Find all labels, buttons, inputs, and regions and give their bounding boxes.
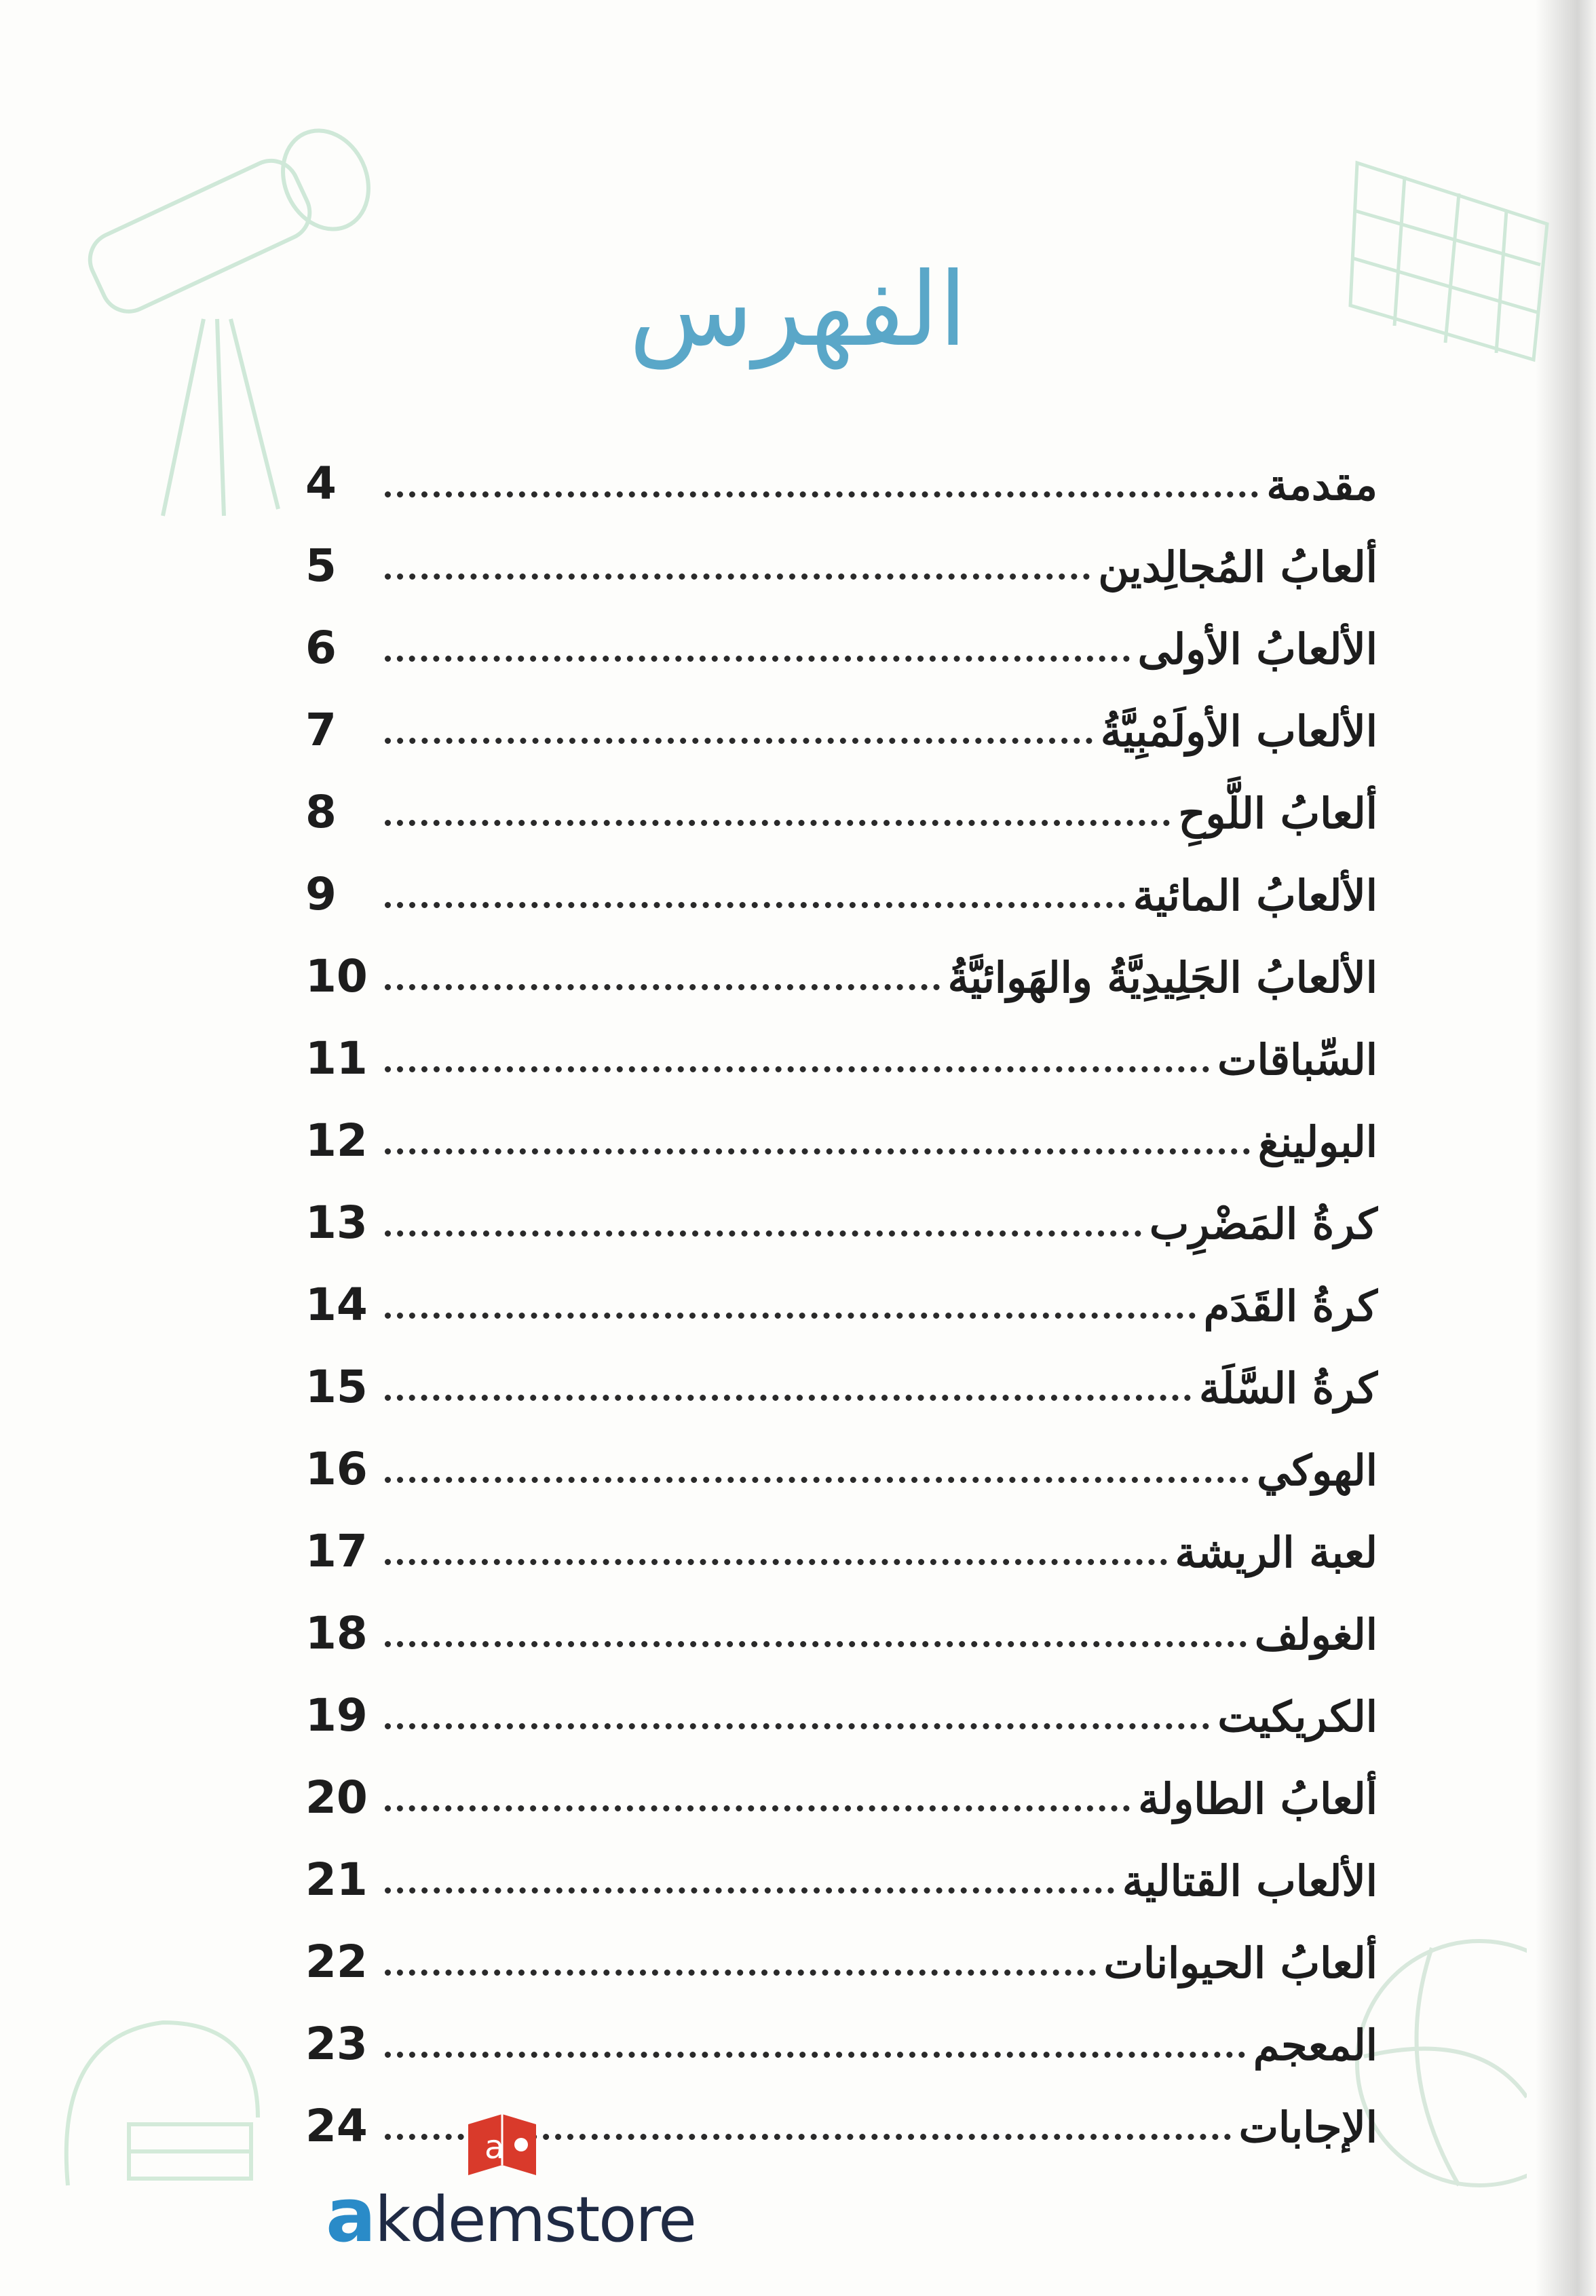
toc-page-number: 15: [305, 1361, 368, 1413]
toc-row: [305, 838, 1378, 920]
dot-leader: [385, 1477, 1249, 1483]
toc-row: [305, 1085, 1378, 1167]
toc-entry-title: كرةُ المَضْرِب: [1149, 1199, 1378, 1249]
table-of-contents: [305, 428, 1378, 2152]
toc-entry-title: الهوكي: [1257, 1446, 1378, 1495]
toc-entry-title: لعبة الريشة: [1175, 1528, 1378, 1577]
toc-row: [305, 428, 1378, 510]
dot-leader: [385, 656, 1130, 662]
dot-leader: [385, 1313, 1196, 1319]
dot-leader: [385, 1148, 1250, 1154]
toc-row: [305, 1167, 1378, 1249]
toc-page-number: 22: [305, 1936, 368, 1988]
toc-page-number: 10: [305, 950, 368, 1002]
dot-leader: [385, 1805, 1130, 1811]
toc-row: [305, 1413, 1378, 1495]
dot-leader: [385, 491, 1258, 497]
dot-leader: [385, 1641, 1247, 1647]
toc-entry-title: الألعاب القتالية: [1122, 1856, 1378, 1906]
toc-entry-title: الإجابات: [1238, 2103, 1378, 2152]
toc-page-number: 4: [305, 457, 337, 510]
page-title: الفهرس: [628, 251, 968, 369]
toc-entry-title: الغولف: [1254, 1610, 1378, 1659]
brand-logo: [326, 2172, 696, 2259]
toc-row: [305, 1659, 1378, 1742]
toc-row: [305, 1002, 1378, 1085]
toc-page-number: 24: [305, 2100, 368, 2152]
brand-logo-rest: kdemstore: [375, 2183, 696, 2256]
toc-entry-title: كرةُ القَدَم: [1203, 1281, 1378, 1331]
toc-page-number: 18: [305, 1607, 368, 1659]
dot-leader: [385, 1559, 1167, 1565]
toc-page-number: 9: [305, 868, 337, 920]
toc-entry-title: ألعابُ الطاولة: [1138, 1774, 1378, 1824]
dot-leader: [385, 1723, 1209, 1729]
dot-leader: [385, 1395, 1191, 1401]
toc-page-number: 6: [305, 622, 337, 674]
toc-row: [305, 592, 1378, 674]
toc-page-number: 23: [305, 2018, 368, 2070]
toc-entry-title: الألعابُ الجَلِيدِيَّةُ والهَوائيَّةُ: [947, 953, 1378, 1002]
toc-page-number: 20: [305, 1771, 368, 1824]
toc-entry-title: الألعابُ المائية: [1133, 871, 1378, 920]
toc-page-number: 5: [305, 540, 337, 592]
toc-entry-title: كرةُ السَّلَة: [1199, 1363, 1378, 1413]
toc-entry-title: السِّباقات: [1217, 1035, 1378, 1085]
toc-row: [305, 1988, 1378, 2070]
toc-page-number: 8: [305, 786, 337, 838]
dot-leader: [385, 1970, 1096, 1976]
brand-logo-a: a: [326, 2172, 375, 2259]
toc-row: [305, 1577, 1378, 1659]
toc-row: [305, 756, 1378, 838]
toc-entry-title: مقدمة: [1266, 460, 1378, 510]
toc-page-number: 12: [305, 1114, 368, 1167]
toc-row: [305, 1742, 1378, 1824]
toc-entry-title: الألعاب الأولَمْبِيَّةُ: [1100, 707, 1378, 756]
dot-leader: [385, 1230, 1141, 1237]
dot-leader: [385, 1066, 1209, 1072]
toc-row: [305, 1906, 1378, 1988]
toc-entry-title: البولينغ: [1257, 1117, 1378, 1167]
toc-page-number: 14: [305, 1279, 368, 1331]
dot-leader: [385, 902, 1125, 908]
toc-entry-title: ألعابُ اللَّوحِ: [1178, 789, 1378, 838]
toc-page-number: 21: [305, 1853, 368, 1906]
toc-row: [305, 1824, 1378, 1906]
toc-row: [305, 1249, 1378, 1331]
toc-page-number: 13: [305, 1197, 368, 1249]
toc-row: [305, 1495, 1378, 1577]
toc-page-number: 7: [305, 704, 337, 756]
toc-entry-title: ألعابُ المُجالِدين: [1098, 542, 1378, 592]
toc-row: [305, 1331, 1378, 1413]
dot-leader: [385, 820, 1170, 826]
toc-page-number: 19: [305, 1689, 368, 1742]
dot-leader: [385, 738, 1092, 744]
toc-row: [305, 510, 1378, 592]
toc-row: [305, 920, 1378, 1002]
dot-leader: [385, 1887, 1114, 1894]
toc-entry-title: المعجم: [1253, 2020, 1378, 2070]
dot-leader: [385, 2052, 1245, 2058]
toc-entry-title: الكريكيت: [1217, 1692, 1378, 1742]
badge-letter: a: [484, 2128, 505, 2166]
toc-page-number: 11: [305, 1032, 368, 1085]
helmet-sketch-icon: [41, 1995, 271, 2199]
toc-page-number: 17: [305, 1525, 368, 1577]
toc-page-number: 16: [305, 1443, 368, 1495]
dot-leader: [385, 573, 1090, 580]
toc-row: [305, 674, 1378, 756]
toc-entry-title: ألعابُ الحيوانات: [1103, 1938, 1378, 1988]
toc-entry-title: الألعابُ الأولى: [1137, 624, 1378, 674]
dot-leader: [385, 984, 940, 990]
